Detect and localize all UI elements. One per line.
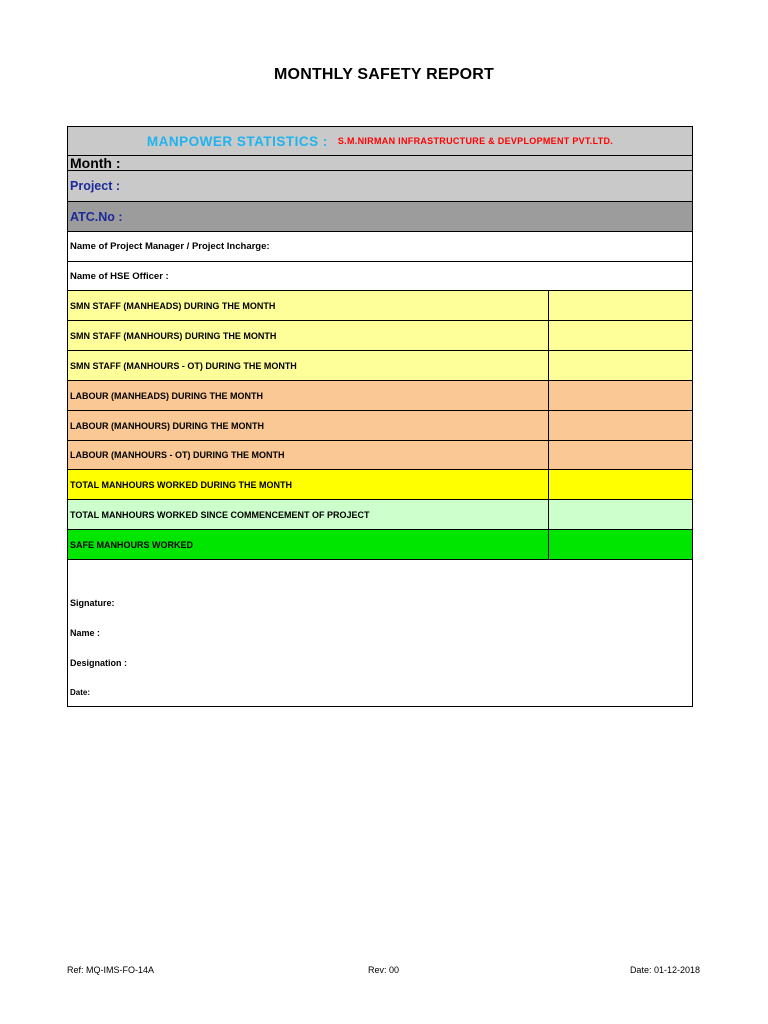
company-name: S.M.NIRMAN INFRASTRUCTURE & DEVPLOPMENT PVT.LTD. xyxy=(337,136,614,146)
stat-row-labour-manhours-ot xyxy=(68,441,692,470)
atc-field[interactable] xyxy=(68,202,692,232)
stat-label: SMN STAFF (MANHEADS) DURING THE MONTH xyxy=(68,291,549,320)
month-label: Month : xyxy=(70,155,121,171)
stat-row-labour-manheads xyxy=(68,381,692,411)
stat-row-smn-manhours xyxy=(68,321,692,351)
stat-value-cell[interactable] xyxy=(549,470,692,499)
footer-ref: Ref: MQ-IMS-FO-14A xyxy=(67,965,155,975)
stat-value-cell[interactable] xyxy=(549,530,692,559)
stat-row-labour-manhours xyxy=(68,411,692,441)
name-label: Name : xyxy=(70,628,101,638)
signoff-block xyxy=(68,560,692,706)
stat-label: LABOUR (MANHOURS - OT) DURING THE MONTH xyxy=(68,441,549,469)
designation-label: Designation : xyxy=(70,658,128,668)
date-label: Date: xyxy=(70,688,91,697)
stat-value-cell[interactable] xyxy=(549,381,692,410)
report-title: MONTHLY SAFETY REPORT xyxy=(274,66,494,83)
stat-label: SMN STAFF (MANHOURS - OT) DURING THE MONTH xyxy=(68,351,549,380)
section-title: MANPOWER STATISTICS : xyxy=(146,133,328,149)
stat-label: LABOUR (MANHOURS) DURING THE MONTH xyxy=(68,411,549,440)
stat-value-cell[interactable] xyxy=(549,321,692,350)
stat-value-cell[interactable] xyxy=(549,411,692,440)
month-field[interactable] xyxy=(68,156,692,171)
footer-date: Date: 01-12-2018 xyxy=(629,965,700,975)
stat-row-smn-manheads xyxy=(68,291,692,321)
hse-officer-field[interactable] xyxy=(68,262,692,291)
stat-value-cell[interactable] xyxy=(549,351,692,380)
project-manager-field[interactable] xyxy=(68,232,692,262)
stat-row-total-project xyxy=(68,500,692,530)
hse-officer-label: Name of HSE Officer : xyxy=(70,270,169,282)
project-field[interactable] xyxy=(68,171,692,202)
stat-row-total-month xyxy=(68,470,692,500)
atc-label: ATC.No : xyxy=(70,209,123,224)
stat-label: SAFE MANHOURS WORKED xyxy=(68,530,549,559)
stat-row-smn-manhours-ot xyxy=(68,351,692,381)
footer-rev: Rev: 00 xyxy=(368,965,400,975)
manpower-statistics-form xyxy=(67,126,693,707)
stat-label: TOTAL MANHOURS WORKED SINCE COMMENCEMENT OF PROJECT xyxy=(68,500,549,529)
stat-value-cell[interactable] xyxy=(549,500,692,529)
project-label: Project : xyxy=(70,179,121,193)
signature-label: Signature: xyxy=(70,598,115,608)
project-manager-label: Name of Project Manager / Project Incharge: xyxy=(70,241,270,252)
stat-label: TOTAL MANHOURS WORKED DURING THE MONTH xyxy=(68,470,549,499)
stat-value-cell[interactable] xyxy=(549,441,692,469)
form-header xyxy=(68,127,692,156)
stat-label: SMN STAFF (MANHOURS) DURING THE MONTH xyxy=(68,321,549,350)
stat-label: LABOUR (MANHEADS) DURING THE MONTH xyxy=(68,381,549,410)
stat-value-cell[interactable] xyxy=(549,291,692,320)
stat-row-safe-manhours xyxy=(68,530,692,560)
